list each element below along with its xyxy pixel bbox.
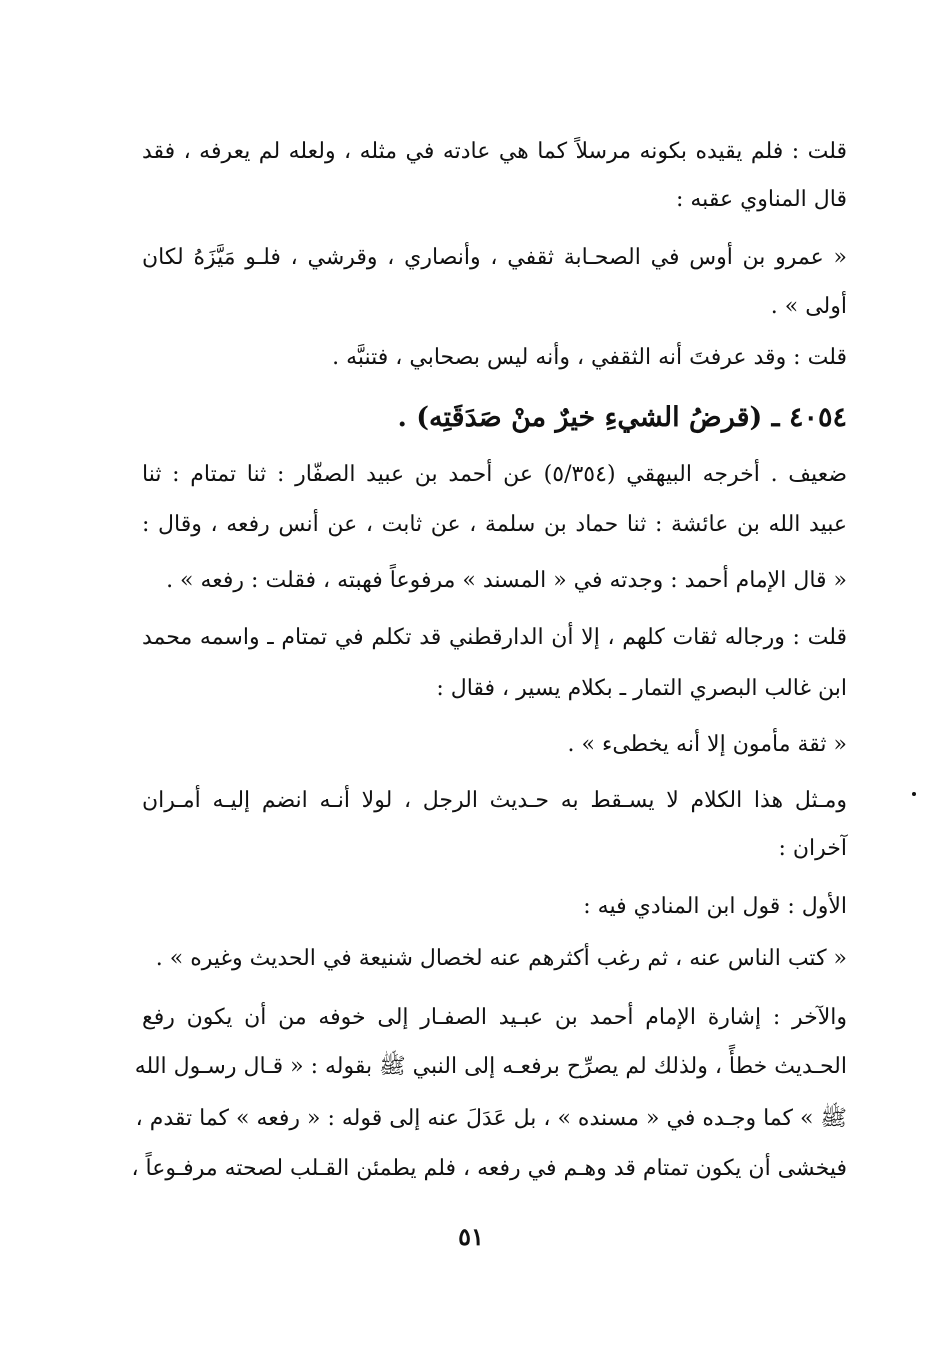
text-line-4: ضعيف . أخرجه البيهقي (٥/٣٥٤) عن أحمد بن عبيد الصفّار : ثنا تمتام : ثنا — [142, 462, 847, 487]
text-line-2: قال المناوي عقبه : — [675, 187, 847, 212]
text-line-10: الأول : قول ابن المنادي فيه : — [583, 894, 847, 919]
hadith-title: ٤٠٥٤ ـ (قرضُ الشيءِ خيرٌ منْ صَدَقَتِه) . — [397, 402, 847, 433]
text-line-13: ﷺ » كما وجـده في « مسنده » ، بل عَدَلَ عنه إلى قوله : « رفعه » كما تقدم ، — [135, 1106, 847, 1131]
text-line-6: قلت : ورجاله ثقات كلهم ، إلا أن الدارقطني قد تكلم في تمتام ـ واسمه محمد — [142, 625, 847, 650]
quote-line-2: أولى » . — [770, 294, 847, 319]
page-number: ٥١ — [458, 1222, 484, 1251]
text-line-11: والآخر : إشارة الإمام أحمد بن عبـيد الصفـار إلى خوفه من أن يكون رفع — [142, 1005, 847, 1030]
text-line-5: عبيد الله بن عائشة : ثنا حماد بن سلمة ، عن ثابت ، عن أنس رفعه ، وقال : — [142, 512, 847, 537]
quote-line-3: « قال الإمام أحمد : وجدته في « المسند » مرفوعاً فهبته ، فقلت : رفعه » . — [166, 568, 847, 593]
text-line-9: آخران : — [778, 836, 847, 861]
text-line-1: قلت : فلم يقيده بكونه مرسلاً كما هي عادته في مثله ، ولعله لم يعرفه ، فقد — [142, 139, 847, 164]
quote-line-4: « ثقة مأمون إلا أنه يخطىء » . — [567, 732, 847, 757]
text-line-7: ابن غالب البصري التمار ـ بكلام يسير ، فقال : — [436, 676, 847, 701]
text-line-8: ومـثل هذا الكلام لا يسـقط به حـديث الرجل ، لولا أنـه انضم إليـه أمـران — [142, 788, 847, 813]
stray-dot — [912, 792, 916, 796]
text-line-12: الحـديث خطأً ، ولذلك لم يصرِّح برفعـه إلى النبي ﷺ بقوله : « قـال رسـول الله — [134, 1054, 847, 1079]
text-line-14: فيخشى أن يكون تمتام قد وهـم في رفعه ، فلم يطمئن القـلب لصحته مرفـوعاً ، — [131, 1156, 847, 1181]
text-line-3: قلت : وقد عرفتَ أنه الثقفي ، وأنه ليس بصحابي ، فتنبَّه . — [332, 345, 847, 370]
quote-line-5: « كتب الناس عنه ، ثم رغب أكثرهم عنه لخصال شنيعة في الحديث وغيره » . — [155, 946, 847, 971]
quote-line-1: « عمرو بن أوس في الصحـابة ثقفي ، وأنصاري ، وقرشي ، فلـو مَيَّزَهُ لكان — [142, 245, 847, 270]
